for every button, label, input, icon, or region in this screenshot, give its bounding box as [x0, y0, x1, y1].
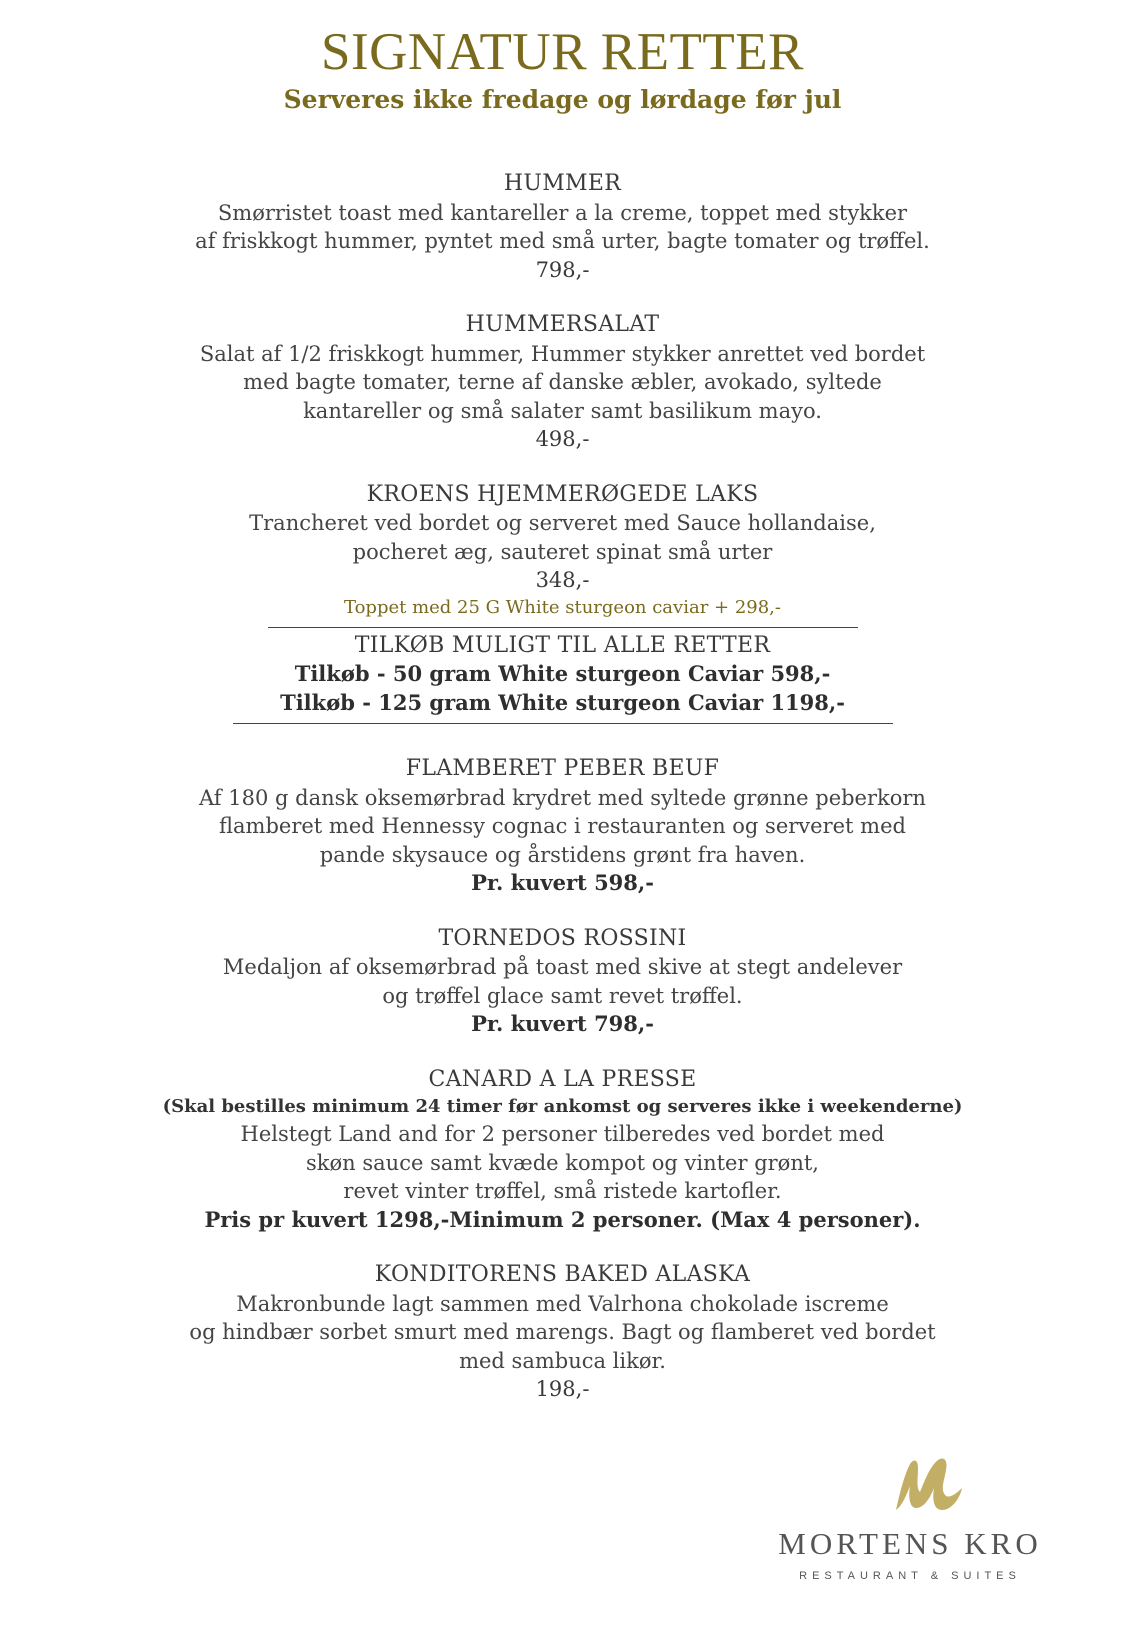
dish-addon: Toppet med 25 G White sturgeon caviar + 298,-: [343, 596, 781, 618]
dish-name: HUMMER: [503, 171, 622, 196]
dish-name: TORNEDOS ROSSINI: [438, 925, 687, 951]
dish-description-line: pande skysauce og årstidens grønt fra haven.: [319, 842, 806, 867]
dish-description-line: pocheret æg, sauteret spinat små urter: [352, 539, 773, 564]
dish-price: 348,-: [535, 568, 590, 592]
dish-description-line: Medaljon af oksemørbrad på toast med skive at stegt andelever: [222, 955, 903, 979]
dish-description-line: Salat af 1/2 friskkogt hummer, Hummer stykker anrettet ved bordet: [199, 341, 926, 366]
logo-tagline: RESTAURANT & SUITES: [799, 1570, 1021, 1582]
dish-price: 498,-: [535, 427, 590, 451]
dish-note: (Skal bestilles minimum 24 timer før ankomst og serveres ikke i weekenderne): [162, 1096, 963, 1117]
dish-baked-alaska: [0, 1261, 1125, 1404]
logo-m-mark-icon: [890, 1452, 970, 1516]
menu-subtitle: Serveres ikke fredage og lørdage før jul: [283, 85, 842, 114]
addon-line: Tilkøb - 50 gram White sturgeon Caviar 598,-: [294, 661, 831, 686]
dish-hummer: [0, 170, 1125, 284]
dish-description-line: med sambuca likør.: [459, 1348, 666, 1373]
dish-description-line: Trancheret ved bordet og serveret med Sauce hollandaise,: [249, 511, 876, 535]
menu-title: SIGNATUR RETTER: [320, 23, 805, 81]
addon-line: Tilkøb - 125 gram White sturgeon Caviar 1198,-: [280, 689, 845, 715]
section-heading: TILKØB MULIGT TIL ALLE RETTER: [354, 632, 771, 658]
logo-name: MORTENS KRO: [778, 1526, 1042, 1561]
dish-description-line: Makronbunde lagt sammen med Valrhona chokolade iscreme: [236, 1291, 889, 1316]
dish-name: KONDITORENS BAKED ALASKA: [374, 1262, 751, 1287]
dish-name: CANARD A LA PRESSE: [428, 1066, 697, 1092]
dish-tornedos: [0, 925, 1125, 1039]
divider: [233, 723, 893, 724]
dish-peber-beuf: [0, 755, 1125, 898]
dish-price: 798,-: [535, 257, 590, 282]
dish-price: Pris pr kuvert 1298,-Minimum 2 personer. (Max 4 personer).: [204, 1206, 921, 1232]
menu-list: [0, 170, 1125, 1404]
dish-name: KROENS HJEMMERØGEDE LAKS: [366, 481, 759, 507]
dish-name: HUMMERSALAT: [465, 312, 660, 337]
dish-description-line: Af 180 g dansk oksemørbrad krydret med syltede grønne peberkorn: [199, 785, 926, 810]
dish-canard: [0, 1066, 1125, 1235]
dish-description-line: Helstegt Land and for 2 personer tilberedes ved bordet med: [240, 1122, 885, 1146]
dish-laks: [0, 481, 1125, 621]
dish-description-line: kantareller og små salater samt basilikum mayo.: [303, 398, 822, 423]
dish-price: Pr. kuvert 798,-: [471, 1011, 654, 1036]
dish-description-line: revet vinter trøffel, små ristede kartofler.: [343, 1179, 782, 1203]
dish-description-line: af friskkogt hummer, pyntet med små urter, bagte tomater og trøffel.: [195, 229, 930, 253]
dish-description-line: Smørristet toast med kantareller a la creme, toppet med stykker: [217, 200, 908, 225]
dish-name: FLAMBERET PEBER BEUF: [405, 756, 720, 781]
dish-description-line: og trøffel glace samt revet trøffel.: [382, 983, 743, 1008]
dish-description-line: flamberet med Hennessy cognac i restauranten og serveret med: [219, 814, 906, 838]
dish-description-line: og hindbær sorbet smurt med marengs. Bagt og flamberet ved bordet: [189, 1320, 936, 1344]
dish-description-line: med bagte tomater, terne af danske æbler, avokado, syltede: [243, 370, 882, 394]
section-tilkob: [0, 632, 1125, 718]
dish-hummersalat: [0, 311, 1125, 454]
divider: [268, 627, 858, 628]
dish-price: Pr. kuvert 598,-: [471, 870, 654, 895]
dish-price: 198,-: [535, 1377, 590, 1401]
dish-description-line: skøn sauce samt kvæde kompot og vinter grønt,: [306, 1150, 819, 1175]
restaurant-logo: [770, 1452, 1050, 1602]
